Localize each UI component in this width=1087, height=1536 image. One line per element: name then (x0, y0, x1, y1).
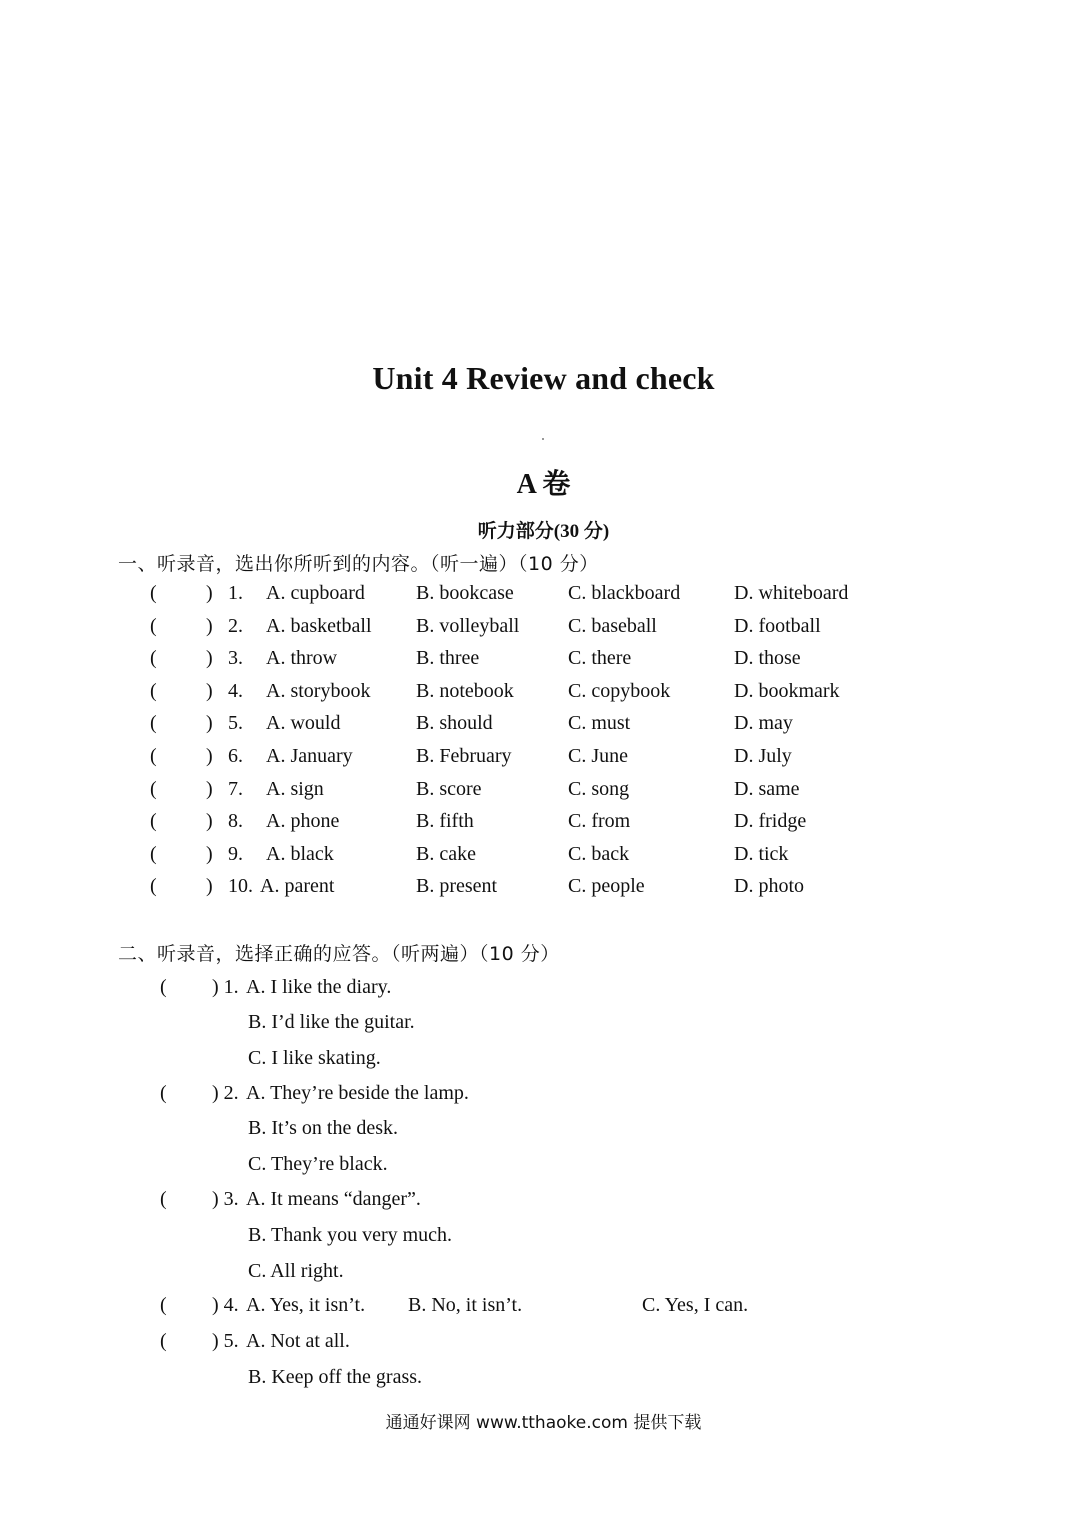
s2-q1-option-c: C. I like skating. (248, 1047, 381, 1069)
option-c: C. copybook (568, 679, 671, 702)
option-b: B. notebook (416, 679, 514, 702)
s2-question-1 (0, 976, 1087, 1006)
option-a: A. It means “danger”. (246, 1188, 421, 1210)
option-c: C. Yes, I can. (642, 1294, 749, 1316)
answer-blank-close: ) (206, 810, 213, 833)
option-a: A. cupboard (266, 582, 365, 604)
question-number: 1. (228, 582, 243, 604)
option-a: A. would (266, 712, 341, 735)
section2-heading: 二、听录音，选择正确的应答。（听两遍）（10 分） (118, 943, 560, 965)
s1-question-2 (0, 615, 1087, 643)
s1-question-4 (0, 680, 1087, 708)
answer-blank-open[interactable]: ( (160, 1082, 167, 1104)
option-d: D. whiteboard (734, 582, 849, 604)
question-number: 4. (228, 679, 243, 702)
s2-question-3 (0, 1188, 1087, 1218)
option-b: B. bookcase (416, 582, 514, 604)
s2-q2-option-c: C. They’re black. (248, 1153, 388, 1175)
option-c: C. song (568, 777, 630, 800)
s1-question-6 (0, 745, 1087, 773)
answer-blank-open[interactable]: ( (150, 582, 157, 604)
s1-question-9 (0, 843, 1087, 871)
answer-blank-open[interactable]: ( (150, 647, 157, 670)
question-number: 9. (228, 842, 243, 865)
answer-blank-open[interactable]: ( (150, 842, 157, 865)
option-d: D. football (734, 614, 821, 637)
question-number: ) 2. (212, 1082, 239, 1104)
option-c: C. June (568, 745, 628, 767)
answer-blank-open[interactable]: ( (150, 777, 157, 800)
answer-blank-close: ) (206, 777, 213, 800)
option-d: D. tick (734, 842, 789, 865)
option-d: D. bookmark (734, 679, 840, 702)
page-title: Unit 4 Review and check (372, 360, 715, 396)
answer-blank-close: ) (206, 745, 213, 767)
option-c: C. from (568, 810, 631, 833)
question-number: 3. (228, 647, 243, 670)
option-c: C. blackboard (568, 582, 681, 604)
s2-question-4 (0, 1294, 1087, 1324)
option-a: A. sign (266, 777, 324, 800)
s1-question-5 (0, 712, 1087, 740)
s1-question-10 (0, 875, 1087, 903)
s2-q5-option-b: B. Keep off the grass. (248, 1366, 423, 1388)
option-c: C. there (568, 647, 632, 670)
option-c: C. baseball (568, 614, 657, 637)
option-d: D. fridge (734, 810, 807, 833)
question-number: 7. (228, 777, 243, 800)
option-d: D. July (734, 745, 792, 767)
answer-blank-close: ) (206, 582, 213, 604)
option-b: B. should (416, 712, 493, 735)
option-d: D. photo (734, 875, 804, 898)
option-a: A. January (266, 745, 353, 767)
answer-blank-open[interactable]: ( (150, 679, 157, 702)
s2-question-5 (0, 1330, 1087, 1360)
section1-heading: 一、听录音，选出你所听到的内容。（听一遍）（10 分） (118, 553, 599, 575)
stray-dot (542, 438, 544, 440)
s1-question-7 (0, 778, 1087, 806)
question-number: 10. (228, 875, 253, 898)
answer-blank-open[interactable]: ( (160, 1294, 167, 1316)
question-number: 8. (228, 810, 243, 833)
question-number: ) 1. (212, 976, 239, 998)
option-b: B. February (416, 745, 512, 767)
s2-q1-option-b: B. I’d like the guitar. (248, 1011, 415, 1033)
answer-blank-open[interactable]: ( (150, 745, 157, 767)
option-b: B. No, it isn’t. (408, 1294, 523, 1316)
question-number: ) 5. (212, 1330, 239, 1352)
option-a: A. parent (260, 875, 335, 898)
answer-blank-close: ) (206, 614, 213, 637)
question-number: ) 4. (212, 1294, 239, 1316)
answer-blank-open[interactable]: ( (160, 976, 167, 998)
answer-blank-close: ) (206, 679, 213, 702)
question-number: 6. (228, 745, 243, 767)
answer-blank-open[interactable]: ( (150, 712, 157, 735)
option-a: A. basketball (266, 614, 372, 637)
answer-blank-open[interactable]: ( (160, 1330, 167, 1352)
answer-blank-close: ) (206, 712, 213, 735)
option-a: A. storybook (266, 679, 371, 702)
option-a: A. I like the diary. (246, 976, 392, 998)
s2-q2-option-b: B. It’s on the desk. (248, 1117, 398, 1139)
question-number: 5. (228, 712, 243, 735)
answer-blank-close: ) (206, 842, 213, 865)
option-b: B. score (416, 777, 482, 800)
part-title: 听力部分(30 分) (477, 521, 610, 542)
option-b: B. cake (416, 842, 476, 865)
answer-blank-open[interactable]: ( (160, 1188, 167, 1210)
footer-watermark: 通通好课网 www.tthaoke.com 提供下载 (385, 1413, 702, 1433)
option-a: A. throw (266, 647, 338, 670)
option-c: C. must (568, 712, 631, 735)
option-d: D. may (734, 712, 793, 735)
s2-question-2 (0, 1082, 1087, 1112)
option-c: C. people (568, 875, 645, 898)
s2-q3-option-c: C. All right. (248, 1260, 344, 1282)
option-b: B. fifth (416, 810, 474, 833)
option-a: A. black (266, 842, 334, 865)
question-number: ) 3. (212, 1188, 239, 1210)
answer-blank-open[interactable]: ( (150, 614, 157, 637)
option-b: B. volleyball (416, 614, 520, 637)
s1-question-3 (0, 647, 1087, 675)
question-number: 2. (228, 614, 243, 637)
answer-blank-close: ) (206, 647, 213, 670)
s2-q3-option-b: B. Thank you very much. (248, 1224, 453, 1246)
option-c: C. back (568, 842, 630, 865)
answer-blank-open[interactable]: ( (150, 810, 157, 833)
answer-blank-open[interactable]: ( (150, 875, 157, 898)
answer-blank-close: ) (206, 875, 213, 898)
option-d: D. those (734, 647, 801, 670)
s1-question-1 (0, 582, 1087, 610)
option-a: A. Yes, it isn’t. (246, 1294, 366, 1316)
option-a: A. They’re beside the lamp. (246, 1082, 469, 1104)
option-a: A. Not at all. (246, 1330, 350, 1352)
option-b: B. three (416, 647, 480, 670)
option-d: D. same (734, 777, 800, 800)
volume-title: A 卷 (516, 469, 571, 500)
s1-question-8 (0, 810, 1087, 838)
option-b: B. present (416, 875, 498, 898)
option-a: A. phone (266, 810, 340, 833)
